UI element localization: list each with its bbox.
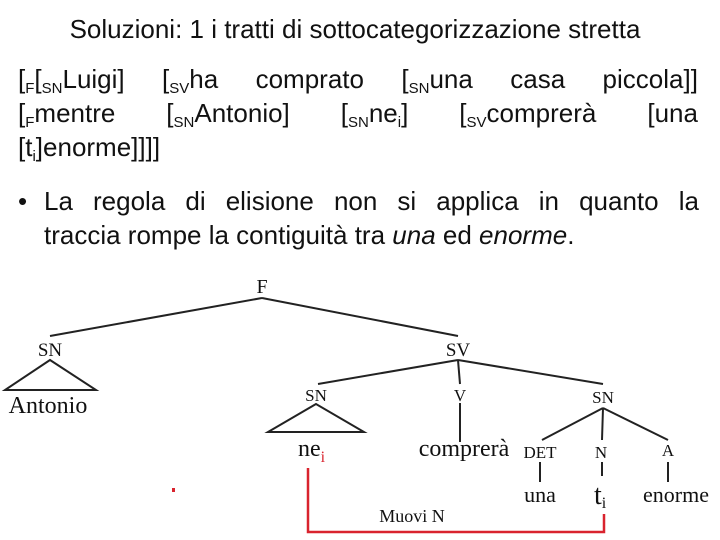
branch-sv-sn	[318, 360, 458, 384]
example-token: $[_{SN}ne_i]$	[340, 98, 409, 131]
node-f: F	[256, 276, 268, 298]
example-token: $[_{SN}Antonio]$	[166, 98, 290, 131]
bullet-text	[44, 184, 699, 252]
node-sv: SV	[445, 340, 471, 361]
node-sn-ne: SN	[305, 386, 327, 405]
leaf-comprera: comprerà	[418, 436, 510, 462]
node-sn-left: SN	[37, 340, 63, 361]
triangle-antonio	[5, 360, 96, 390]
example-token: [$_{SV}comprerà$	[459, 98, 597, 131]
branch-f-sv	[262, 298, 458, 336]
example-token: casa	[510, 64, 566, 94]
stray-mark	[172, 488, 175, 492]
node-sn-right: SN	[592, 388, 614, 407]
branch-sn-n	[602, 408, 603, 440]
example-paragraph	[18, 62, 698, 164]
example-line-3	[18, 130, 698, 164]
node-det: DET	[523, 443, 557, 462]
leaf-enorme: enorme	[643, 482, 709, 507]
leaf-trace: ti	[594, 480, 607, 512]
branch-sv-v	[458, 360, 460, 384]
example-token: comprato	[255, 64, 364, 94]
node-v: V	[453, 386, 467, 405]
syntax-tree-diagram	[0, 270, 720, 540]
slide-title: Soluzioni: 1 i tratti di sottocategorizzazione stretta	[69, 14, 641, 44]
triangle-ne	[268, 404, 364, 432]
example-line-2	[18, 96, 698, 130]
leaf-ne: $ne_i$	[298, 436, 326, 466]
movement-path	[308, 468, 604, 532]
leaf-una: una	[524, 482, 556, 507]
branch-sn-a	[603, 408, 668, 440]
movement-arrow	[308, 468, 604, 532]
branch-sn-det	[542, 408, 603, 440]
tree-branches	[5, 298, 668, 482]
bullet-icon: •	[18, 186, 28, 216]
trace-index: i	[601, 495, 607, 512]
branch-sv-sn-right	[458, 360, 603, 384]
example-token: [una	[647, 98, 698, 128]
example-token: [$_{SN}una$	[401, 64, 473, 97]
movement-label: Muovi N	[379, 506, 445, 526]
example-token: [$_F[_{SN}Luigi]$	[18, 64, 125, 97]
example-token: [$_Fmentre$	[18, 98, 116, 131]
ne-index: i	[320, 449, 326, 466]
bullet-line-1: La regola di elisione non si applica in quanto la	[44, 186, 699, 216]
bullet-line-2: traccia rompe la contiguità tra una ed enorme .	[44, 220, 575, 250]
example-token: piccola]]	[602, 64, 698, 94]
branch-f-sn	[50, 298, 262, 336]
node-a: A	[661, 441, 675, 460]
leaf-antonio: Antonio	[8, 393, 88, 419]
example-token: [$_{SV}ha$	[162, 64, 219, 97]
node-n: N	[594, 443, 608, 462]
example-token: $[t_i]enorme$]]]]	[18, 132, 161, 165]
example-line-1	[18, 62, 698, 96]
